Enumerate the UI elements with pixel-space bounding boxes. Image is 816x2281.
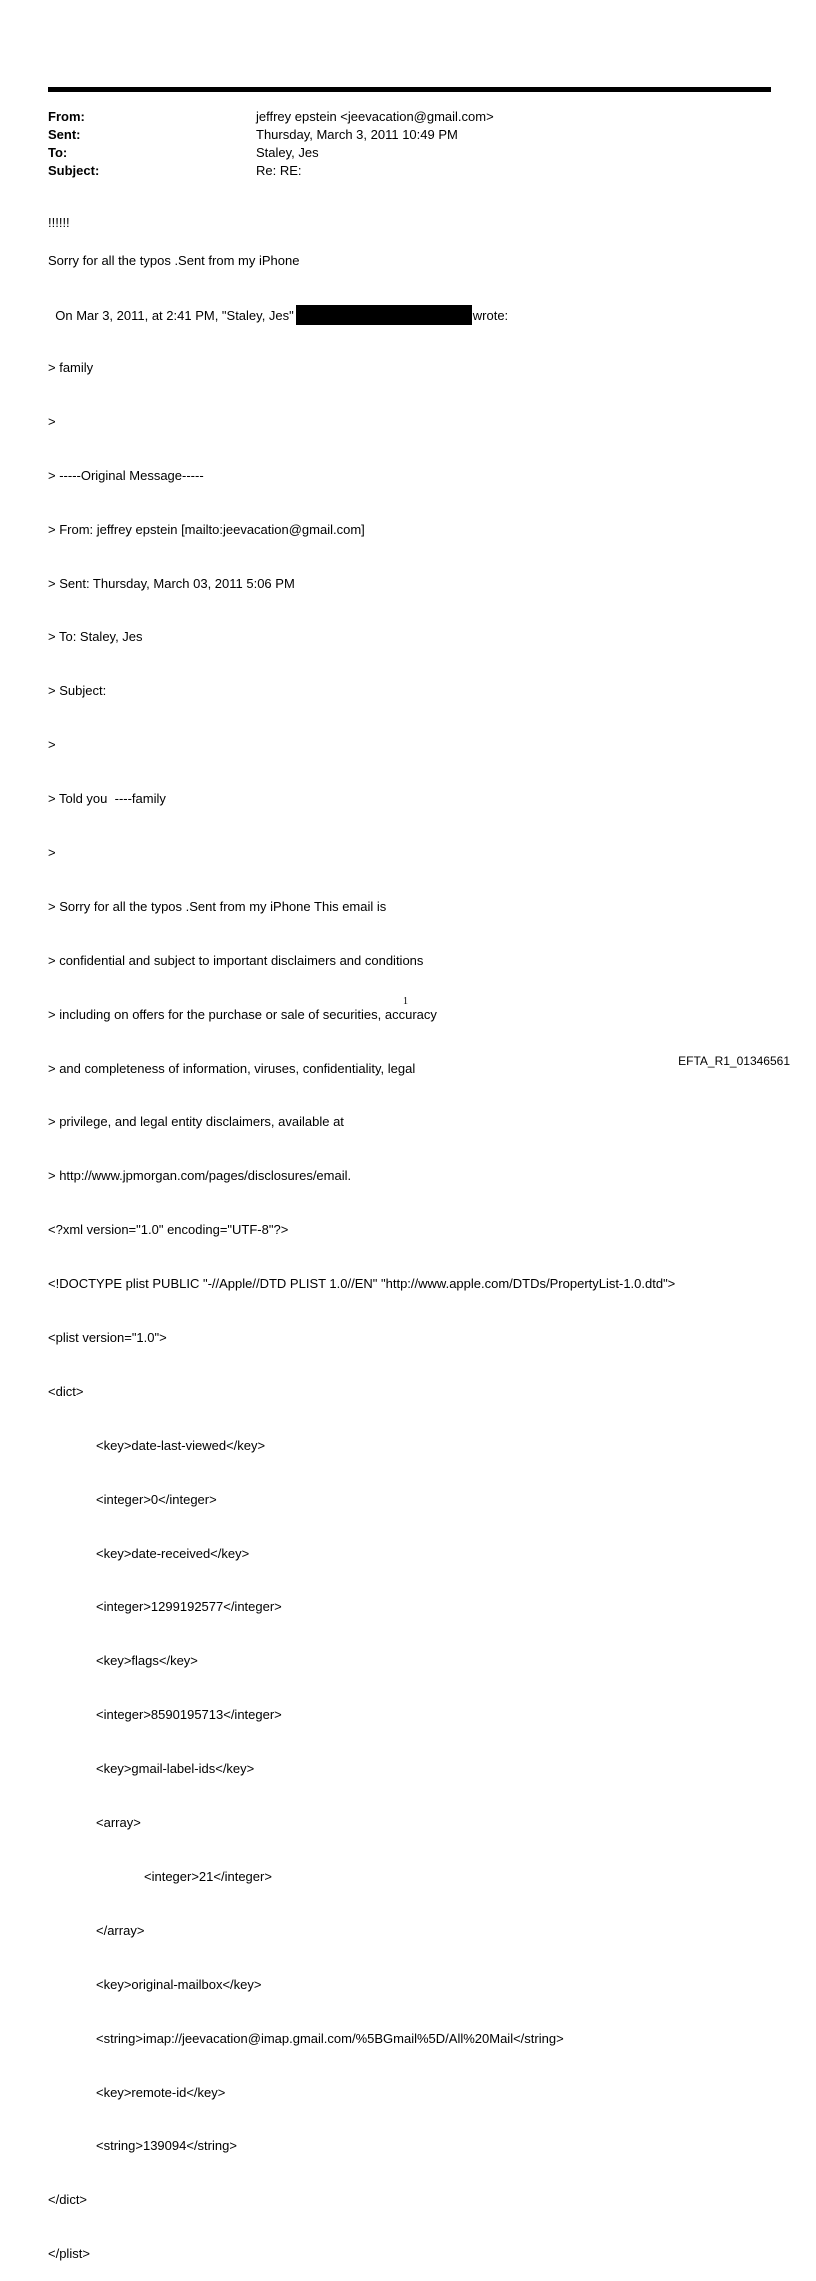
plist-open: <plist version="1.0">: [48, 1330, 167, 1346]
body-line: >: [48, 737, 56, 753]
plist-line: <integer>0</integer>: [96, 1491, 217, 1507]
to-label: To:: [48, 145, 68, 160]
plist-line: <string>imap://jeevacation@imap.gmail.com/%5BGmail%5D/All%20Mail</string>: [96, 2030, 564, 2046]
body-line: > confidential and subject to important disclaimers and conditions: [48, 952, 424, 968]
signature-line: Sorry for all the typos .Sent from my iPhone: [48, 253, 300, 268]
to-value: Staley, Jes: [256, 145, 319, 160]
plist-line: <key>remote-id</key>: [96, 2084, 226, 2100]
dict-close: </dict>: [48, 2192, 88, 2208]
sent-label: Sent:: [48, 127, 81, 142]
exclaim-line: !!!!!!: [48, 215, 70, 230]
plist-line: <integer>1299192577</integer>: [96, 1599, 282, 1615]
body-line: > -----Original Message-----: [48, 467, 204, 483]
plist-line: <key>original-mailbox</key>: [96, 1976, 262, 1992]
body-line: > Sorry for all the typos .Sent from my iPhone This email is: [48, 898, 387, 914]
body-line: > privilege, and legal entity disclaimers, available at: [48, 1114, 344, 1130]
plist-line: <key>date-last-viewed</key>: [96, 1437, 266, 1453]
body-line: > http://www.jpmorgan.com/pages/disclosures/email.: [48, 1168, 352, 1184]
subject-value: Re: RE:: [256, 163, 302, 178]
body-line: > Sent: Thursday, March 03, 2011 5:06 PM: [48, 575, 295, 591]
plist-line: <key>date-received</key>: [96, 1545, 250, 1561]
from-row: [48, 108, 494, 126]
page-number: 1: [403, 996, 408, 1007]
from-label: From:: [48, 109, 85, 124]
plist-close: </plist>: [48, 2246, 90, 2262]
bates-number: EFTA_R1_01346561: [678, 1054, 790, 1068]
wrote-prefix: On Mar 3, 2011, at 2:41 PM, "Staley, Jes": [55, 308, 294, 323]
header-rule: [48, 87, 771, 92]
body-line: > To: Staley, Jes: [48, 629, 143, 645]
xml-declaration: <?xml version="1.0" encoding="UTF-8"?>: [48, 1222, 289, 1238]
to-row: [48, 144, 494, 162]
body-line: > family: [48, 360, 94, 375]
body-line: >: [48, 845, 56, 861]
doctype-line: <!DOCTYPE plist PUBLIC "-//Apple//DTD PLIST 1.0//EN" "http://www.apple.com/DTDs/PropertyList-1.0.dtd">: [48, 1276, 676, 1292]
wrote-suffix: wrote:: [472, 308, 509, 323]
plist-line: <key>flags</key>: [96, 1653, 198, 1669]
plist-line: <string>139094</string>: [96, 2138, 237, 2154]
redaction-box: [296, 305, 472, 325]
body-line: > including on offers for the purchase or sale of securities, accuracy: [48, 1006, 437, 1022]
body-line: > Subject:: [48, 683, 107, 699]
plist-line: <integer>21</integer>: [144, 1868, 272, 1884]
body-line: > From: jeffrey epstein [mailto:jeevacation@gmail.com]: [48, 521, 365, 537]
body-line: >: [48, 413, 56, 429]
quoted-body: [48, 323, 675, 2281]
plist-line: <array>: [96, 1815, 141, 1831]
subject-row: [48, 162, 494, 180]
sent-row: [48, 126, 494, 144]
plist-line: <integer>8590195713</integer>: [96, 1707, 282, 1723]
email-header: [48, 108, 494, 180]
sent-value: Thursday, March 3, 2011 10:49 PM: [256, 127, 458, 142]
dict-open: <dict>: [48, 1383, 84, 1399]
from-value: jeffrey epstein <jeevacation@gmail.com>: [256, 109, 494, 124]
body-line: > and completeness of information, viruses, confidentiality, legal: [48, 1060, 416, 1076]
plist-line: </array>: [96, 1922, 145, 1938]
subject-label: Subject:: [48, 163, 100, 178]
wrote-line: [48, 287, 508, 325]
body-line: > Told you ----family: [48, 791, 166, 807]
plist-line: <key>gmail-label-ids</key>: [96, 1761, 255, 1777]
